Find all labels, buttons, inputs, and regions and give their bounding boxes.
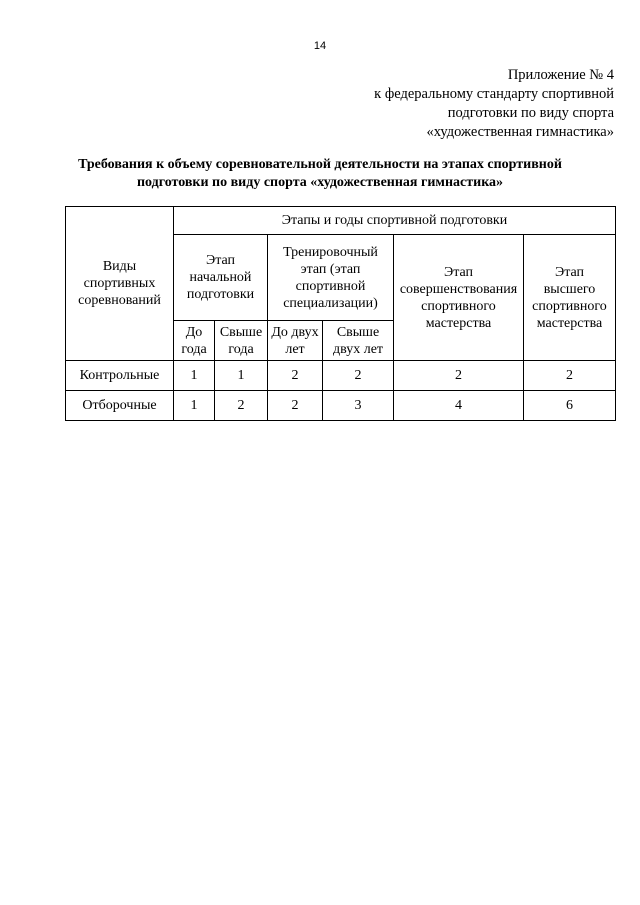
year-header: До года (174, 321, 215, 361)
table-cell: 2 (268, 361, 323, 391)
title-line: подготовки по виду спорта «художественная гимнастика» (136, 175, 504, 190)
year-header: Свыше двух лет (323, 321, 394, 361)
appendix-line: Приложение № 4 (507, 67, 614, 83)
table-cell: 2 (268, 391, 323, 421)
appendix-line: к федеральному стандарту спортивной (374, 86, 614, 102)
table-cell: 2 (215, 391, 268, 421)
stage-higher-mastery-header: Этап высшего спортивного мастерства (524, 235, 616, 361)
row-label: Отборочные (66, 391, 174, 421)
stages-header: Этапы и годы спортивной подготовки (174, 207, 616, 235)
year-header: До двух лет (268, 321, 323, 361)
title-line: Требования к объему соревновательной деятельности на этапах спортивной (78, 157, 562, 172)
appendix-block (374, 66, 614, 142)
table-cell: 1 (174, 391, 215, 421)
stage-improvement-header: Этап совершенствования спортивного мастерства (394, 235, 524, 361)
table-cell: 2 (323, 361, 394, 391)
page-number: 14 (313, 40, 327, 52)
table-cell: 3 (323, 391, 394, 421)
stage-initial-header: Этап начальной подготовки (174, 235, 268, 321)
requirements-table (65, 206, 616, 421)
row-label: Контрольные (66, 361, 174, 391)
appendix-line: подготовки по виду спорта (447, 105, 614, 121)
table-cell: 4 (394, 391, 524, 421)
table-cell: 2 (394, 361, 524, 391)
stage-training-header: Тренировочный этап (этап спортивной специализации) (268, 235, 394, 321)
table-row (66, 361, 616, 391)
appendix-line: «художественная гимнастика» (426, 124, 614, 140)
document-title (40, 156, 600, 192)
table-cell: 6 (524, 391, 616, 421)
table-cell: 1 (215, 361, 268, 391)
table-row (66, 391, 616, 421)
table-cell: 2 (524, 361, 616, 391)
competition-types-header: Виды спортивных соревнований (66, 207, 174, 361)
table-cell: 1 (174, 361, 215, 391)
year-header: Свыше года (215, 321, 268, 361)
